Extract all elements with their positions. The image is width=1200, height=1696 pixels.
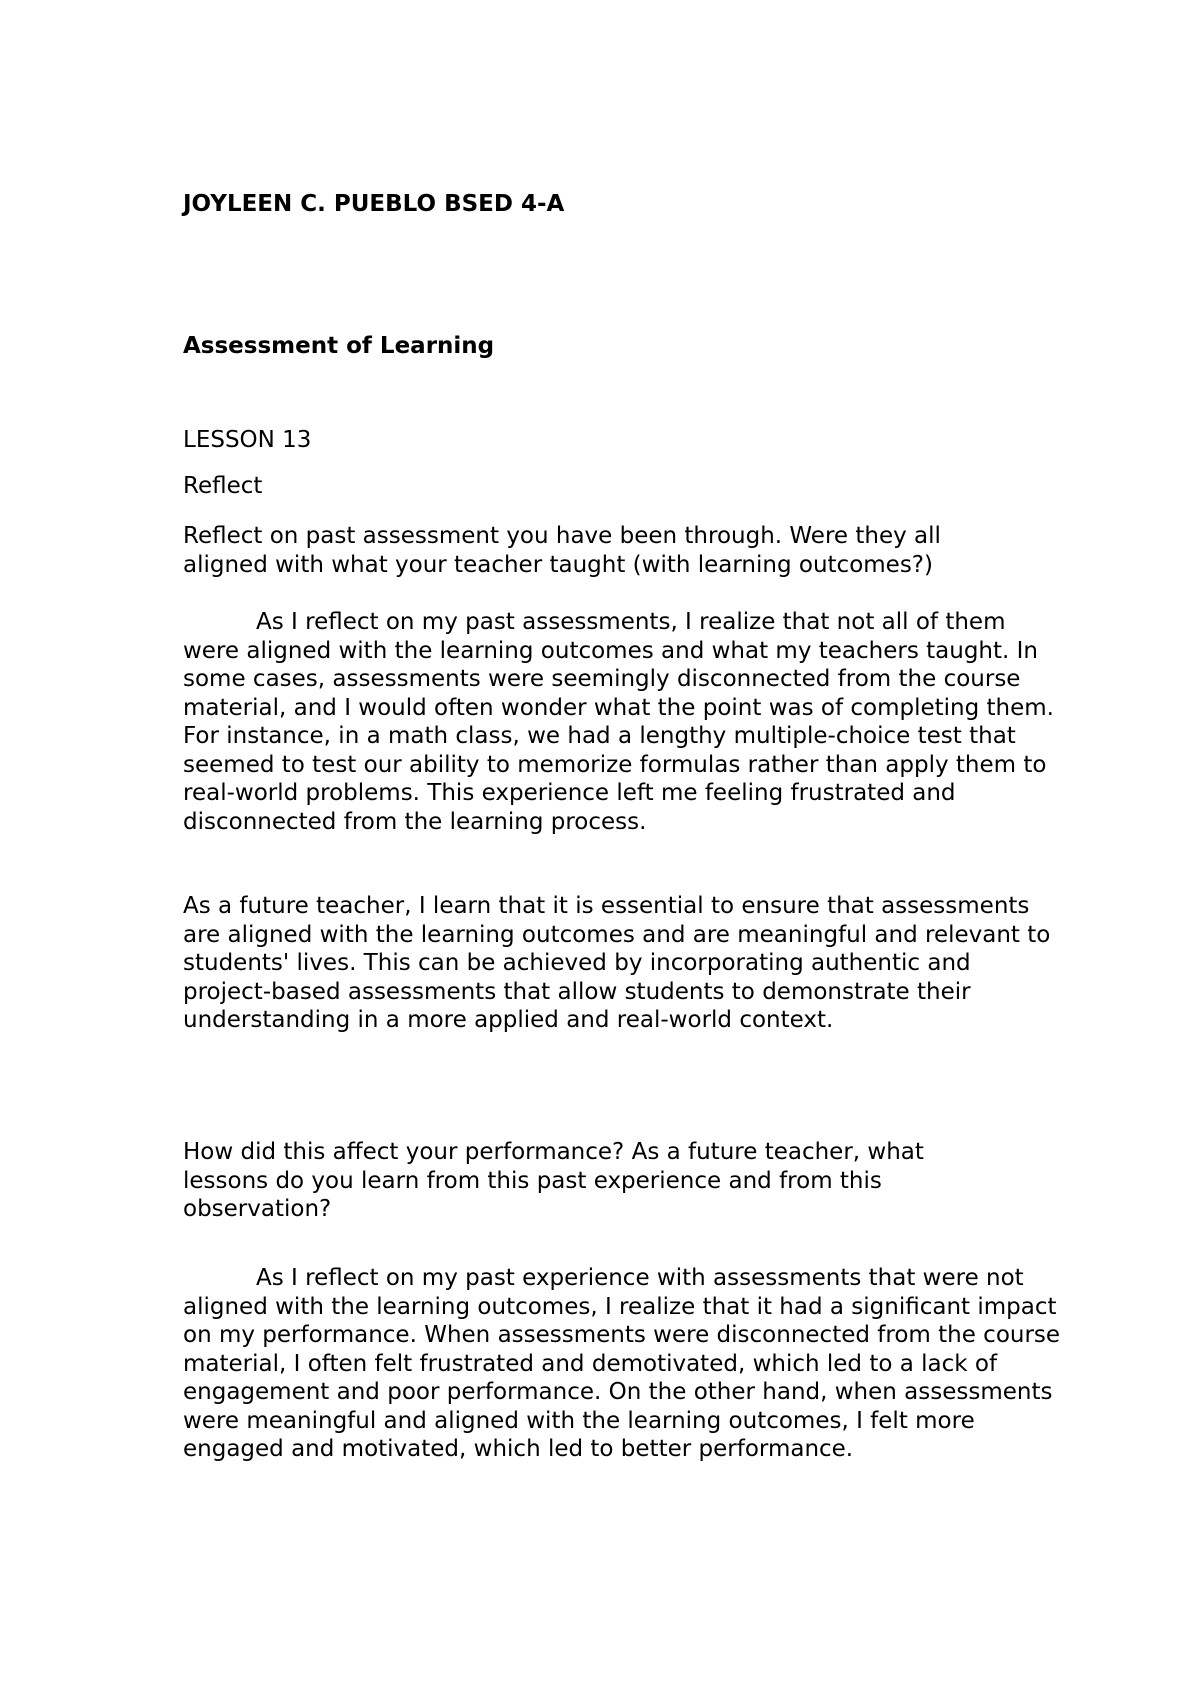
question-prompt: How did this affect your performance? As a future teacher, what lessons do you learn from this past experience and from this observation? xyxy=(183,1139,924,1222)
answer-paragraph: As a future teacher, I learn that it is essential to ensure that assessments are aligned with the learning outcomes and are meaningful and relevant to students' lives. This can be achieved by incorporating authentic and project-based assessments that allow students to demonstrate their understanding in a more applied and real-world context. xyxy=(183,893,1051,1033)
question-prompt: Reflect on past assessment you have been through. Were they all aligned with what your teacher taught (with learning outcomes?) xyxy=(183,523,941,578)
answer-paragraph: As I reflect on my past assessments, I realize that not all of them were aligned with the learning outcomes and what my teachers taught. In some cases, assessments were seemingly disconnected from the course material, and I would often wonder what the point was of completing them. For instance, in a math class, we had a lengthy multiple-choice test that seemed to test our ability to memorize formulas rather than apply them to real-world problems. This experience left me feeling frustrated and disconnected from the learning process. xyxy=(183,609,1054,835)
answer-paragraph: As I reflect on my past experience with assessments that were not aligned with the learning outcomes, I realize that it had a significant impact on my performance. When assessments were disconnected from the course material, I often felt frustrated and demotivated, which led to a lack of engagement and poor performance. On the other hand, when assessments were meaningful and aligned with the learning outcomes, I felt more engaged and motivated, which led to better performance. xyxy=(183,1265,1061,1462)
section-heading: Reflect xyxy=(183,473,263,499)
lesson-label: LESSON 13 xyxy=(183,427,312,453)
student-name-line: JOYLEEN C. PUEBLO BSED 4-A xyxy=(183,191,565,217)
course-title: Assessment of Learning xyxy=(183,333,495,359)
